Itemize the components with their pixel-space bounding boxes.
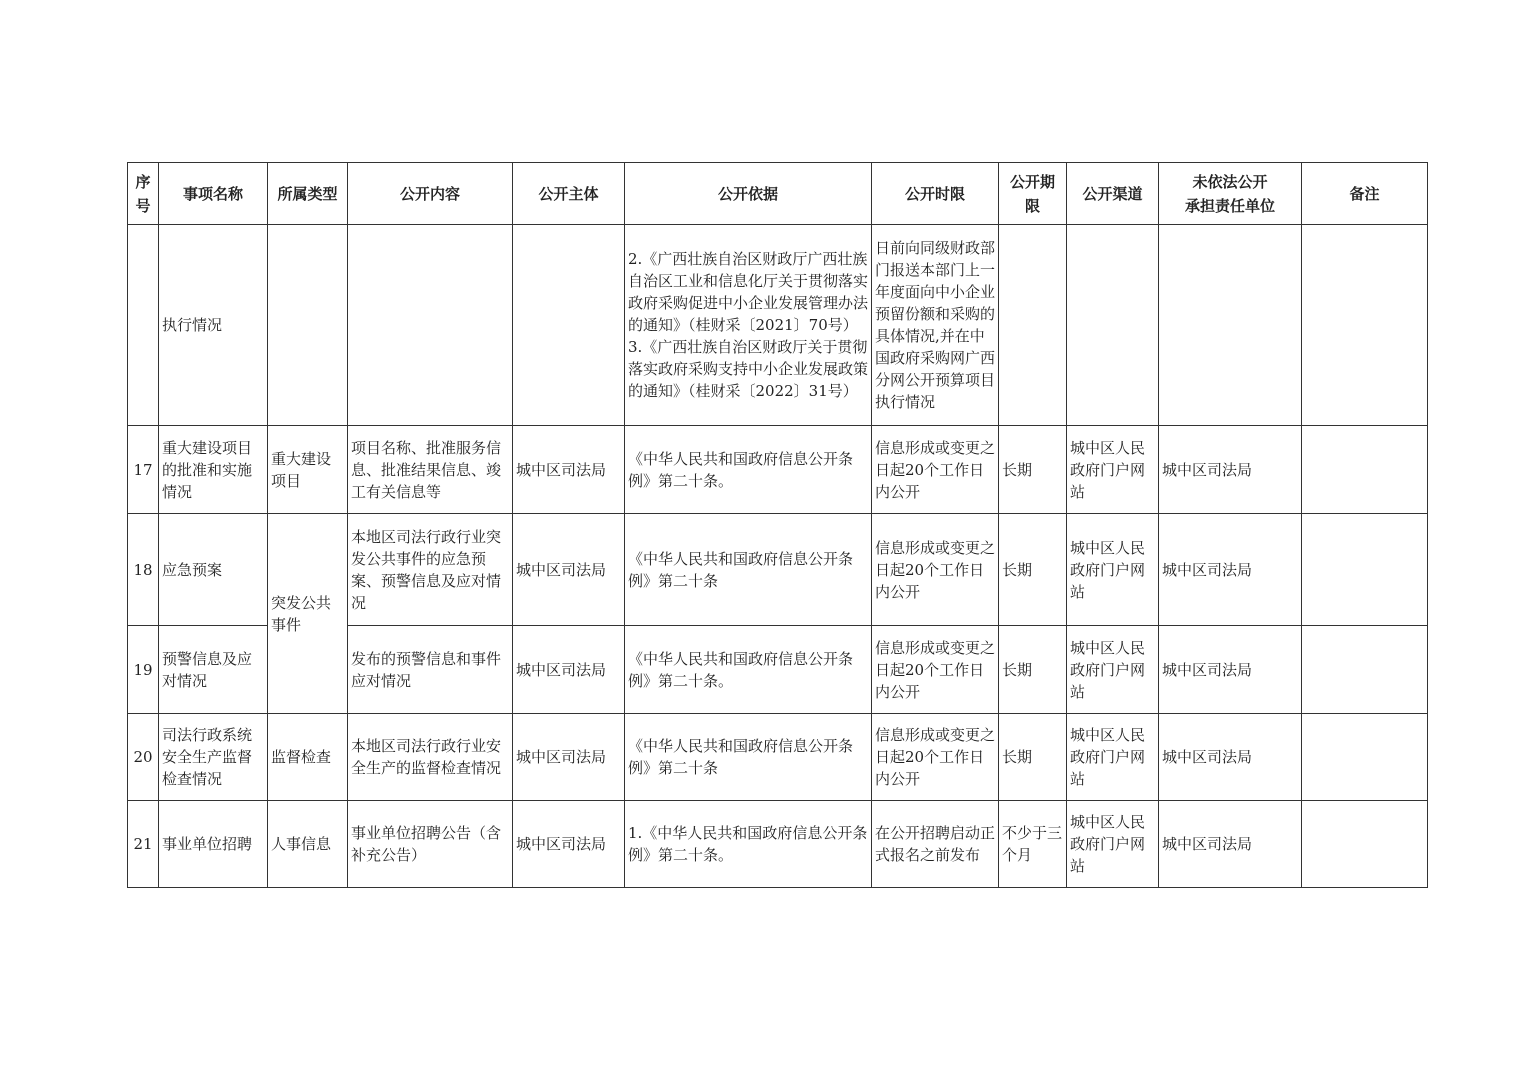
header-cell: 所属类型 (268, 163, 348, 225)
cell-subject: 城中区司法局 (513, 714, 625, 801)
cell-num: 17 (128, 426, 159, 514)
cell-channel: 城中区人民政府门户网站 (1067, 514, 1159, 626)
cell-channel: 城中区人民政府门户网站 (1067, 714, 1159, 801)
cell-subject: 城中区司法局 (513, 426, 625, 514)
cell-period: 长期 (999, 426, 1067, 514)
cell-period: 长期 (999, 714, 1067, 801)
cell-period: 长期 (999, 514, 1067, 626)
cell-subject: 城中区司法局 (513, 626, 625, 714)
cell-responsible: 城中区司法局 (1159, 801, 1302, 888)
header-cell: 序 号 (128, 163, 159, 225)
cell-type: 突发公共事件 (268, 514, 348, 714)
cell-responsible: 城中区司法局 (1159, 426, 1302, 514)
cell-remark (1302, 801, 1428, 888)
cell-type: 人事信息 (268, 801, 348, 888)
disclosure-table (127, 162, 1428, 888)
cell-num: 19 (128, 626, 159, 714)
table-row (128, 514, 1428, 626)
cell-responsible: 城中区司法局 (1159, 714, 1302, 801)
cell-type: 监督检查 (268, 714, 348, 801)
cell-basis: 1.《中华人民共和国政府信息公开条例》第二十条。 (625, 801, 872, 888)
cell-period: 不少于三个月 (999, 801, 1067, 888)
cell-timelimit: 信息形成或变更之日起20个工作日内公开 (872, 514, 999, 626)
cell-remark (1302, 426, 1428, 514)
cell-timelimit: 日前向同级财政部门报送本部门上一年度面向中小企业预留份额和采购的具体情况,并在中国政府采购网广西分网公开预算项目执行情况 (872, 225, 999, 426)
cell-num: 21 (128, 801, 159, 888)
cell-name: 事业单位招聘 (159, 801, 268, 888)
cell-content: 发布的预警信息和事件应对情况 (348, 626, 513, 714)
table-row (128, 426, 1428, 514)
cell-type (268, 225, 348, 426)
cell-timelimit: 信息形成或变更之日起20个工作日内公开 (872, 626, 999, 714)
header-cell: 备注 (1302, 163, 1428, 225)
cell-basis: 《中华人民共和国政府信息公开条例》第二十条 (625, 714, 872, 801)
cell-num: 18 (128, 514, 159, 626)
cell-content: 本地区司法行政行业安全生产的监督检查情况 (348, 714, 513, 801)
cell-timelimit: 信息形成或变更之日起20个工作日内公开 (872, 714, 999, 801)
cell-num (128, 225, 159, 426)
cell-timelimit: 在公开招聘启动正式报名之前发布 (872, 801, 999, 888)
cell-name: 司法行政系统安全生产监督检查情况 (159, 714, 268, 801)
cell-type: 重大建设项目 (268, 426, 348, 514)
cell-subject (513, 225, 625, 426)
cell-responsible (1159, 225, 1302, 426)
cell-subject: 城中区司法局 (513, 514, 625, 626)
cell-channel: 城中区人民政府门户网站 (1067, 426, 1159, 514)
cell-basis: 2.《广西壮族自治区财政厅广西壮族自治区工业和信息化厅关于贯彻落实政府采购促进中小企业发展管理办法的通知》（桂财采〔2021〕70号） 3.《广西壮族自治区财政厅关于贯彻落实政府采购支持中小企业发展政策的通知》（桂财采〔2022〕31号） (625, 225, 872, 426)
cell-channel (1067, 225, 1159, 426)
cell-responsible: 城中区司法局 (1159, 514, 1302, 626)
cell-responsible: 城中区司法局 (1159, 626, 1302, 714)
cell-remark (1302, 514, 1428, 626)
cell-period: 长期 (999, 626, 1067, 714)
header-row (128, 163, 1428, 225)
cell-remark (1302, 225, 1428, 426)
table-row (128, 225, 1428, 426)
header-cell: 公开渠道 (1067, 163, 1159, 225)
cell-basis: 《中华人民共和国政府信息公开条例》第二十条。 (625, 426, 872, 514)
cell-content: 项目名称、批准服务信息、批准结果信息、竣工有关信息等 (348, 426, 513, 514)
cell-period (999, 225, 1067, 426)
cell-remark (1302, 626, 1428, 714)
cell-name: 应急预案 (159, 514, 268, 626)
cell-content (348, 225, 513, 426)
cell-content: 事业单位招聘公告（含补充公告） (348, 801, 513, 888)
cell-content: 本地区司法行政行业突发公共事件的应急预案、预警信息及应对情况 (348, 514, 513, 626)
cell-channel: 城中区人民政府门户网站 (1067, 801, 1159, 888)
header-cell: 公开内容 (348, 163, 513, 225)
cell-timelimit: 信息形成或变更之日起20个工作日内公开 (872, 426, 999, 514)
cell-name: 预警信息及应对情况 (159, 626, 268, 714)
header-cell: 公开期 限 (999, 163, 1067, 225)
header-cell: 公开时限 (872, 163, 999, 225)
cell-subject: 城中区司法局 (513, 801, 625, 888)
cell-basis: 《中华人民共和国政府信息公开条例》第二十条 (625, 514, 872, 626)
cell-remark (1302, 714, 1428, 801)
cell-basis: 《中华人民共和国政府信息公开条例》第二十条。 (625, 626, 872, 714)
table-row (128, 714, 1428, 801)
table-row (128, 801, 1428, 888)
cell-channel: 城中区人民政府门户网站 (1067, 626, 1159, 714)
cell-name: 重大建设项目的批准和实施情况 (159, 426, 268, 514)
header-cell: 事项名称 (159, 163, 268, 225)
header-cell: 公开依据 (625, 163, 872, 225)
cell-num: 20 (128, 714, 159, 801)
header-cell: 未依法公开 承担责任单位 (1159, 163, 1302, 225)
header-cell: 公开主体 (513, 163, 625, 225)
cell-name: 执行情况 (159, 225, 268, 426)
